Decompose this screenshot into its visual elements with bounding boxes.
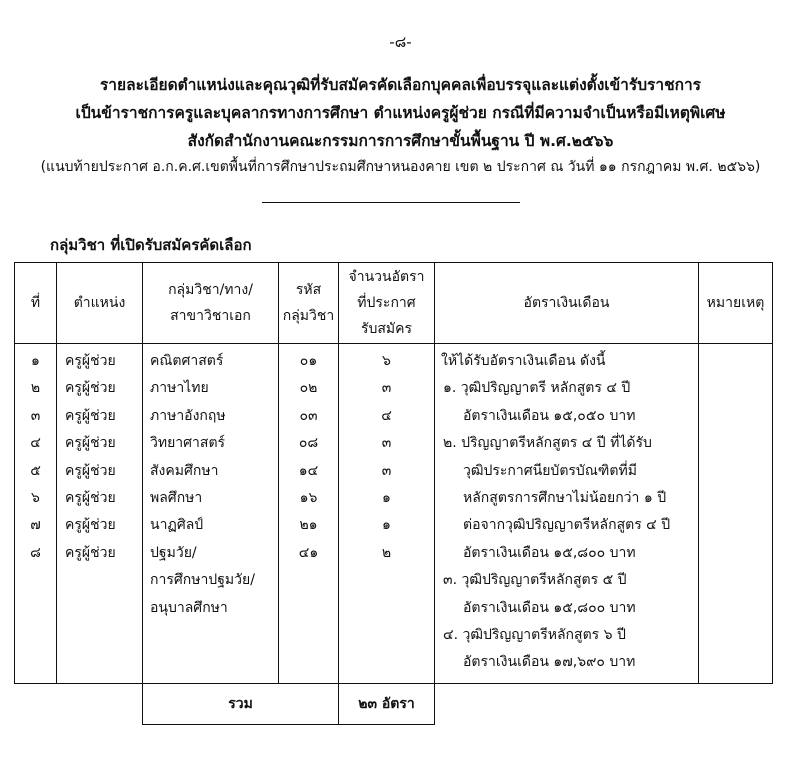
header-subject-line: สาขาวิชาเอก	[170, 308, 251, 324]
position-cell: ครูผู้ช่วย	[65, 489, 116, 506]
row-number: ๘	[30, 544, 41, 561]
subject-cell: ภาษาอังกฤษ	[150, 407, 226, 424]
count-cell: ๑	[382, 517, 391, 534]
header-subject	[143, 263, 279, 344]
subtitle: (แนบท้ายประกาศ อ.ก.ค.ศ.เขตพื้นที่การศึกษาประถมศึกษาหนองคาย เขต ๒ ประกาศ ณ วันที่ ๑๑ กรกฎาคม พ.ศ. ๒๕๖๖)	[40, 159, 761, 175]
header-no: ที่	[15, 263, 57, 344]
row-number: ๓	[30, 407, 41, 424]
position-cell: ครูผู้ช่วย	[65, 544, 116, 561]
code-cell: ๐๘	[298, 435, 319, 452]
table-header-row	[15, 263, 773, 344]
row-number: ๕	[30, 462, 41, 479]
position-cell: ครูผู้ช่วย	[65, 380, 116, 397]
total-label: รวม	[143, 683, 339, 724]
position-cell: ครูผู้ช่วย	[65, 407, 116, 424]
count-cell: ๓	[381, 435, 392, 452]
position-cell: ครูผู้ช่วย	[65, 517, 116, 534]
salary-intro: ให้ได้รับอัตราเงินเดือน ดังนี้	[441, 353, 606, 369]
code-cell: ๔๑	[298, 544, 319, 561]
subject-cell: คณิตศาสตร์	[150, 353, 224, 369]
subject-column	[143, 344, 279, 684]
code-cell: ๐๒	[299, 380, 318, 397]
count-cell: ๓	[381, 462, 392, 479]
salary-line: อัตราเงินเดือน ๑๕,๘๐๐ บาท	[463, 599, 636, 616]
title-line-3: สังกัดสำนักงานคณะกรรมการการศึกษาขั้นพื้นฐาน ปี พ.ศ.๒๕๖๖	[187, 132, 614, 150]
position-cell: ครูผู้ช่วย	[65, 462, 116, 479]
title-line-2: เป็นข้าราชการครูและบุคลากรทางการศึกษา ตำแหน่งครูผู้ช่วย กรณีที่มีความจำเป็นหรือมีเหตุพิเศษ	[75, 104, 726, 122]
subject-cell: อนุบาลศึกษา	[150, 599, 228, 616]
row-number: ๑	[31, 353, 40, 369]
subject-cell: สังคมศึกษา	[150, 462, 219, 479]
header-code	[279, 263, 339, 344]
salary-line: หลักสูตรการศึกษาไม่น้อยกว่า ๑ ปี	[463, 489, 667, 506]
row-number: ๒	[30, 380, 41, 397]
row-number: ๖	[31, 489, 40, 506]
salary-line: อัตราเงินเดือน ๑๕,๘๐๐ บาท	[463, 544, 636, 561]
salary-item: ๔. วุฒิปริญญาตรีหลักสูตร ๖ ปี	[443, 626, 626, 643]
salary-line: ต่อจากวุฒิปริญญาตรีหลักสูตร ๔ ปี	[463, 517, 671, 534]
position-cell: ครูผู้ช่วย	[65, 435, 116, 452]
total-value: ๒๓ อัตรา	[339, 683, 435, 724]
header-salary: อัตราเงินเดือน	[435, 263, 699, 344]
salary-line: อัตราเงินเดือน ๑๕,๐๕๐ บาท	[463, 407, 636, 424]
salary-item: ๑. วุฒิปริญญาตรี หลักสูตร ๔ ปี	[443, 380, 631, 397]
salary-line: วุฒิประกาศนียบัตรบัณฑิตที่มี	[463, 462, 637, 479]
row-number: ๔	[30, 435, 41, 452]
header-remark: หมายเหตุ	[699, 263, 773, 344]
count-cell: ๔	[381, 407, 392, 424]
salary-item: ๓. วุฒิปริญญาตรีหลักสูตร ๕ ปี	[443, 572, 627, 589]
header-count-line: ที่ประกาศ	[357, 295, 416, 311]
code-cell: ๐๓	[299, 407, 318, 424]
code-cell: ๒๑	[299, 517, 318, 534]
subject-cell: ปฐมวัย/	[150, 544, 197, 561]
row-number: ๗	[30, 517, 41, 534]
count-column	[339, 344, 435, 684]
subject-cell: นาฏศิลป์	[150, 517, 204, 534]
count-cell: ๓	[381, 380, 392, 397]
count-cell: ๑	[382, 489, 391, 506]
count-cell: ๒	[381, 544, 392, 561]
header-position: ตำแหน่ง	[57, 263, 143, 344]
header-count-line: รับสมัคร	[360, 321, 413, 337]
page-number: -๘-	[389, 33, 412, 51]
salary-item: ๒. ปริญญาตรีหลักสูตร ๔ ปี ที่ได้รับ	[443, 435, 652, 452]
salary-line: อัตราเงินเดือน ๑๗,๖๙๐ บาท	[463, 654, 636, 671]
positions-table	[14, 262, 773, 725]
salary-column	[435, 344, 699, 684]
code-cell: ๑๖	[299, 489, 318, 506]
count-cell: ๖	[382, 353, 391, 369]
code-cell: ๑๔	[298, 462, 319, 479]
table-body-row	[15, 344, 773, 684]
position-column	[57, 344, 143, 684]
subject-cell: การศึกษาปฐมวัย/	[150, 572, 255, 589]
subject-cell: วิทยาศาสตร์	[150, 435, 226, 452]
header-subject-line: กลุ่มวิชา/ทาง/	[168, 282, 253, 298]
subject-cell: พลศึกษา	[150, 489, 203, 506]
total-row	[15, 683, 773, 724]
remark-cell	[699, 344, 773, 684]
header-count	[339, 263, 435, 344]
section-heading: กลุ่มวิชา ที่เปิดรับสมัครคัดเลือก	[50, 236, 252, 254]
header-code-line: กลุ่มวิชา	[282, 308, 335, 324]
title-line-1: รายละเอียดตำแหน่งและคุณวุฒิที่รับสมัครคัดเลือกบุคคลเพื่อบรรจุและแต่งตั้งเข้ารับราชการ	[99, 76, 702, 94]
divider-line	[262, 202, 520, 203]
code-column	[279, 344, 339, 684]
header-count-line: จำนวนอัตรา	[348, 269, 425, 285]
subject-cell: ภาษาไทย	[150, 380, 209, 397]
header-code-line: รหัส	[295, 282, 322, 298]
code-cell: ๐๑	[299, 353, 318, 369]
position-cell: ครูผู้ช่วย	[65, 353, 116, 369]
number-column	[15, 344, 57, 684]
